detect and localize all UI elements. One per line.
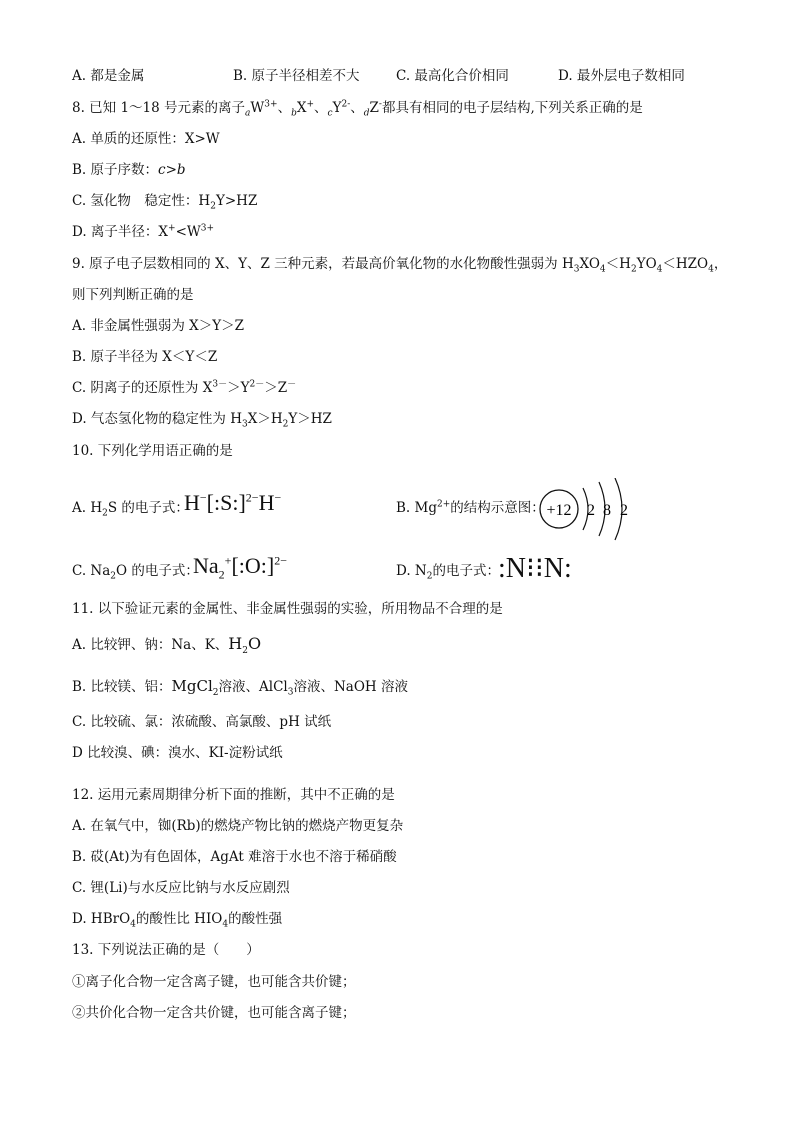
- q12-stem: 12. 运用元素周期律分析下面的推断，其中不正确的是: [72, 787, 395, 803]
- q9-option-d: D. 气态氢化物的稳定性为 $H_3X>H_2Y>HZ$: [72, 411, 332, 430]
- q11-option-b: B. 比较镁、铝：MgCl$_2$溶液、AlCl$_3$溶液、NaOH 溶液: [72, 677, 408, 698]
- q13-statement-2: ②共价化合物一定含共价键，也可能含离子键；: [72, 1005, 356, 1021]
- mg-ion-structure-diagram: [533, 478, 633, 542]
- q9-option-a: A. 非金属性强弱为 X＞Y＞Z: [72, 318, 245, 334]
- shell-count-1: 2: [587, 502, 595, 519]
- nucleus-charge: +12: [546, 502, 572, 519]
- q9-option-b: B. 原子半径为 X＜Y＜Z: [72, 349, 218, 365]
- q10-option-c-label: C. $Na_2O$ 的电子式：: [72, 563, 199, 582]
- na2o-electron-formula: $Na_2^+[:O:]^{2-}$: [193, 553, 287, 582]
- h2s-electron-formula: H−[:S:]$^{2-}$H−: [184, 490, 282, 515]
- q13-stem: 13. 下列说法正确的是（ ）: [72, 942, 260, 958]
- shell-count-3: 2: [620, 502, 628, 519]
- q10-option-d-label: D. $N_2$的电子式：: [396, 563, 500, 582]
- q10-option-b-label: B. $Mg^{2+}$的结构示意图：: [396, 499, 545, 516]
- q8-stem: 8. 已知 1～18 号元素的离子$_aW^{3+}$、$_b$X+、$_cY^{2-}$、$_d$Z-都具有相同的电子层结构,下列关系正确的是: [72, 99, 643, 119]
- q8-option-d: D. 离子半径：$X^+<W^{3+}$: [72, 223, 215, 240]
- q9-stem-line2: 则下列判断正确的是: [72, 287, 194, 303]
- q10-option-a-label: A. $H_2S$ 的电子式：: [72, 500, 189, 519]
- q7-option-b: B. 原子半径相差不大: [233, 68, 360, 84]
- n2-electron-formula: :N⁝⁝N:: [498, 553, 572, 584]
- q12-option-d: D. HBrO$_4$的酸性比 $HIO_4$的酸性强: [72, 911, 283, 930]
- q7-option-a: A. 都是金属: [72, 68, 145, 84]
- q7-option-d: D. 最外层电子数相同: [558, 68, 685, 84]
- q11-option-c: C. 比较硫、氯：浓硫酸、高氯酸、pH 试纸: [72, 714, 332, 730]
- q8-option-c: C. 氢化物 稳定性：$H_2Y>HZ$: [72, 193, 258, 212]
- q12-option-c: C. 锂(Li)与水反应比钠与水反应剧烈: [72, 880, 290, 896]
- q11-option-a: A. 比较钾、钠：Na、K、$H_2O$: [72, 634, 262, 657]
- shell-count-2: 8: [603, 502, 611, 519]
- q9-option-c: C. 阴离子的还原性为 $X^{3-}>Y^{2-}>Z^-$: [72, 379, 297, 396]
- q8-option-b: B. 原子序数：c>b: [72, 162, 186, 178]
- q10-stem: 10. 下列化学用语正确的是: [72, 443, 233, 459]
- q7-option-c: C. 最高化合价相同: [396, 68, 509, 84]
- q13-statement-1: ①离子化合物一定含离子键，也可能含共价键；: [72, 974, 356, 990]
- q8-option-a: A. 单质的还原性：X>W: [72, 131, 220, 147]
- q11-stem: 11. 以下验证元素的金属性、非金属性强弱的实验，所用物品不合理的是: [72, 601, 503, 617]
- q12-option-a: A. 在氧气中，铷(Rb)的燃烧产物比钠的燃烧产物更复杂: [72, 818, 404, 834]
- q9-stem: 9. 原子电子层数相同的 X、Y、Z 三种元素，若最高价氧化物的水化物酸性强弱为 $H_3XO_4<H_2YO_4<HZO_4$，: [72, 256, 728, 275]
- q12-option-b: B. 砹(At)为有色固体，AgAt 难溶于水也不溶于稀硝酸: [72, 849, 397, 865]
- q11-option-d: D 比较溴、碘：溴水、KI-淀粉试纸: [72, 745, 283, 761]
